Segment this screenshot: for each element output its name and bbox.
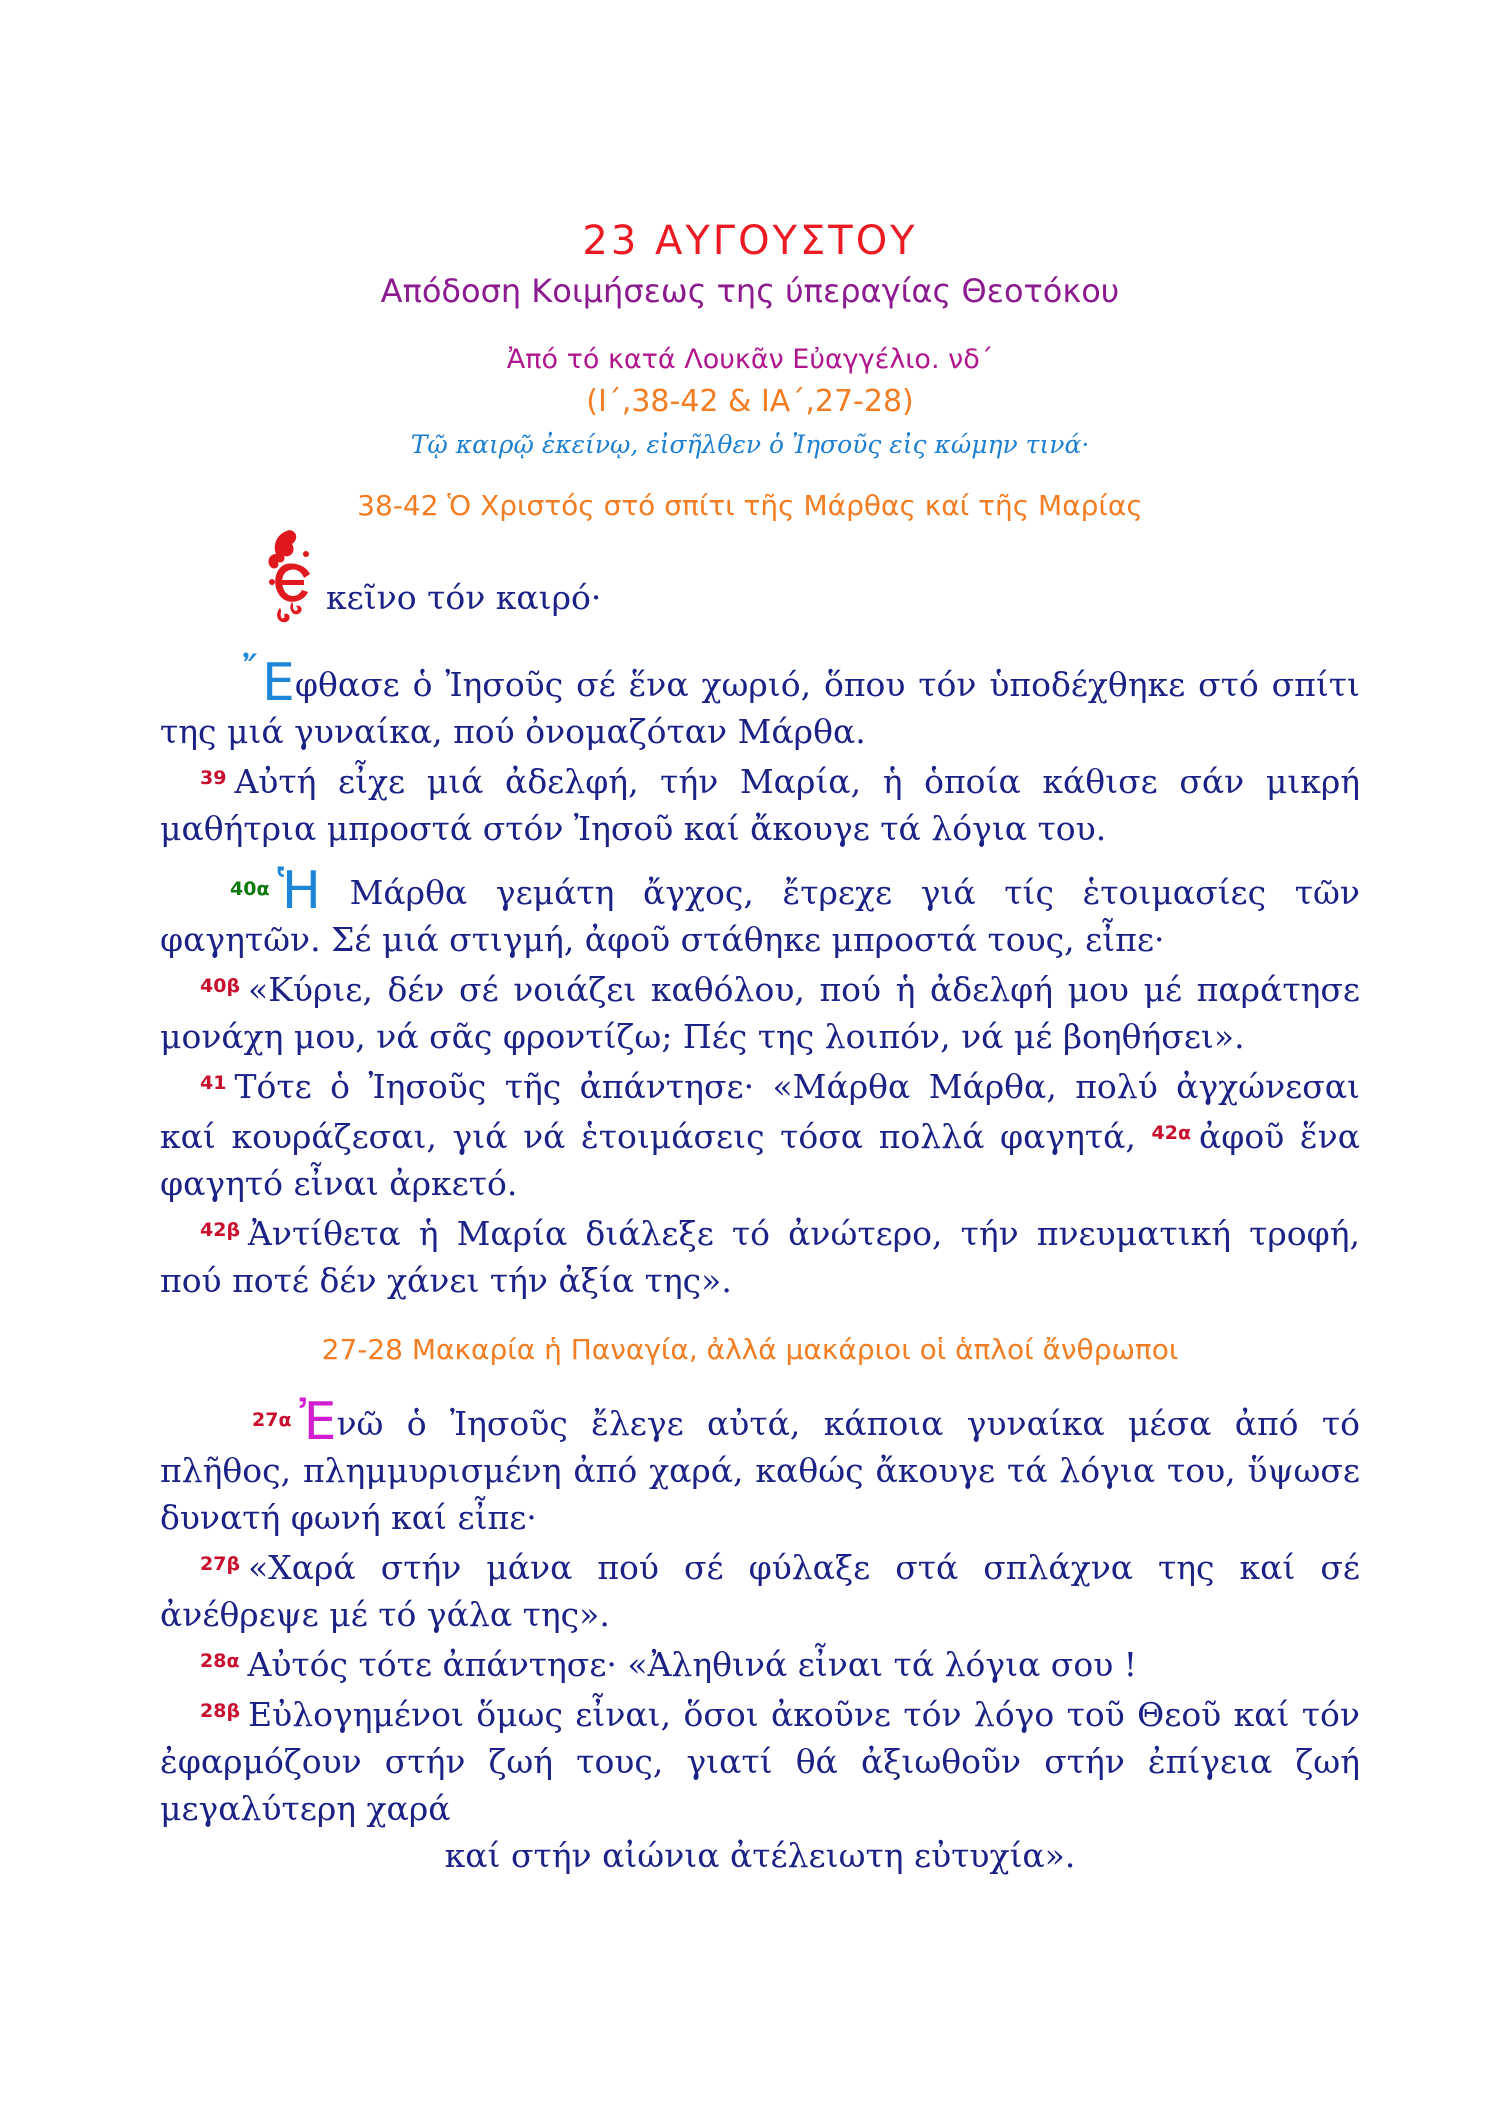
drop-cap-epsilon: Ἐ	[299, 1392, 337, 1452]
verse-number: 39	[200, 767, 227, 789]
verse-number: 40β	[200, 975, 241, 997]
gospel-intro: Τῷ καιρῷ ἐκείνῳ, εἰσῆλθεν ὁ Ἰησοῦς εἰς κώμην τινά·	[410, 430, 1090, 459]
drop-cap-e: Ε	[262, 653, 295, 713]
verse-number: 27β	[200, 1553, 241, 1575]
verse-number: 42β	[200, 1219, 241, 1241]
verse-number: 27α	[252, 1409, 292, 1431]
illuminated-initial-e-icon	[262, 524, 318, 628]
closing-line: καί στήν αἰώνια ἀτέλειωτη εὐτυχία».	[444, 1836, 1076, 1875]
verse-number: 28β	[200, 1700, 241, 1722]
verse-text: ἀφοῦ ἕνα φαγητό εἶναι ἀρκετό.	[160, 1117, 1360, 1203]
section-heading-1: 38-42 Ὁ Χριστός στό σπίτι τῆς Μάρθας καί τῆς Μαρίας	[357, 489, 1143, 522]
accent-mark: ῎	[240, 650, 260, 696]
verse-number: 41	[200, 1072, 227, 1094]
verse-27a	[160, 1392, 1360, 1541]
verse-40b	[160, 963, 1360, 1060]
feast-title: Απόδοση Κοιμήσεως της ύπεραγίας Θεοτόκου	[380, 272, 1120, 310]
verse-42b	[160, 1207, 1360, 1304]
opening-line: κεῖνο τόν καιρό·	[326, 578, 602, 617]
passage-part-3	[160, 1392, 1360, 1879]
verse-number: 42α	[1151, 1122, 1191, 1144]
verse-text: Ἀντίθετα ἡ Μαρία διάλεξε τό ἀνώτερο, τήν πνευματική τροφή, πού ποτέ δέν χάνει τήν ἀξία της».	[160, 1214, 1360, 1300]
verse-27b	[160, 1541, 1360, 1638]
verse-28b	[160, 1688, 1360, 1832]
paragraph-1-text: φθασε ὁ Ἰησοῦς σέ ἕνα χωριό, ὅπου τόν ὑποδέχθηκε στό σπίτι της μιά γυναίκα, πού ὀνομαζόταν Μάρθα.	[160, 665, 1360, 751]
drop-cap-eta: Ἡ	[277, 861, 321, 921]
passage-part-2	[160, 861, 1360, 1304]
gospel-source: Ἀπό τό κατά Λουκᾶν Εὐαγγέλιο. νδ΄	[506, 344, 994, 375]
verse-text: Εὐλογημένοι ὅμως εἶναι, ὅσοι ἀκοῦνε τόν λόγο τοῦ Θεοῦ καί τόν ἐφαρμόζουν στήν ζωή τους, γιατί θά ἀξιωθοῦν στήν ἐπίγεια ζωή μεγαλύτερη χαρά	[160, 1695, 1360, 1828]
verse-41	[160, 1060, 1360, 1207]
verse-39	[160, 755, 1360, 852]
passage-part-1	[160, 650, 1360, 852]
verse-number: 40α	[230, 878, 270, 900]
verse-text: Αὐτή εἶχε μιά ἀδελφή, τήν Μαρία, ἡ ὁποία κάθισε σάν μικρή μαθήτρια μπροστά στόν Ἰησοῦ καί ἄκουγε τά λόγια του.	[160, 762, 1360, 848]
date-title: 23 ΑΥΓΟΥΣΤΟΥ	[582, 218, 918, 264]
verse-text: «Κύριε, δέν σέ νοιάζει καθόλου, πού ἡ ἀδελφή μου μέ παράτησε μονάχη μου, νά σᾶς φροντίζω; Πές της λοιπόν, νά μέ βοηθήσει».	[160, 970, 1360, 1056]
gospel-references: (Ι΄,38-42 & ΙΑ΄,27-28)	[586, 384, 914, 419]
verse-40a	[160, 861, 1360, 963]
verse-28a	[160, 1638, 1360, 1688]
verse-text: νῶ ὁ Ἰησοῦς ἔλεγε αὐτά, κάποια γυναίκα μέσα ἀπό τό πλῆθος, πλημμυρισμένη ἀπό χαρά, καθώς ἄκουγε τά λόγια του, ὕψωσε δυνατή φωνή καί εἶπε·	[160, 1404, 1360, 1537]
verse-number: 28α	[200, 1650, 240, 1672]
verse-text: «Χαρά στήν μάνα πού σέ φύλαξε στά σπλάχνα της καί σέ ἀνέθρεψε μέ τό γάλα της».	[160, 1548, 1360, 1634]
verse-text: Μάρθα γεμάτη ἄγχος, ἔτρεχε γιά τίς ἑτοιμασίες τῶν φαγητῶν. Σέ μιά στιγμή, ἀφοῦ στάθηκε μπροστά τους, εἶπε·	[160, 873, 1360, 959]
verse-text: Τότε ὁ Ἰησοῦς τῆς ἀπάντησε· «Μάρθα Μάρθα, πολύ ἀγχώνεσαι καί κουράζεσαι, γιά νά ἑτοιμάσεις τόσα πολλά φαγητά,	[160, 1067, 1360, 1156]
verse-text: Αὐτός τότε ἀπάντησε· «Ἀληθινά εἶναι τά λόγια σου !	[247, 1645, 1138, 1684]
section-heading-2: 27-28 Μακαρία ἡ Παναγία, ἀλλά μακάριοι οἱ ἁπλοί ἄνθρωποι	[321, 1333, 1179, 1366]
paragraph-1	[160, 650, 1360, 755]
